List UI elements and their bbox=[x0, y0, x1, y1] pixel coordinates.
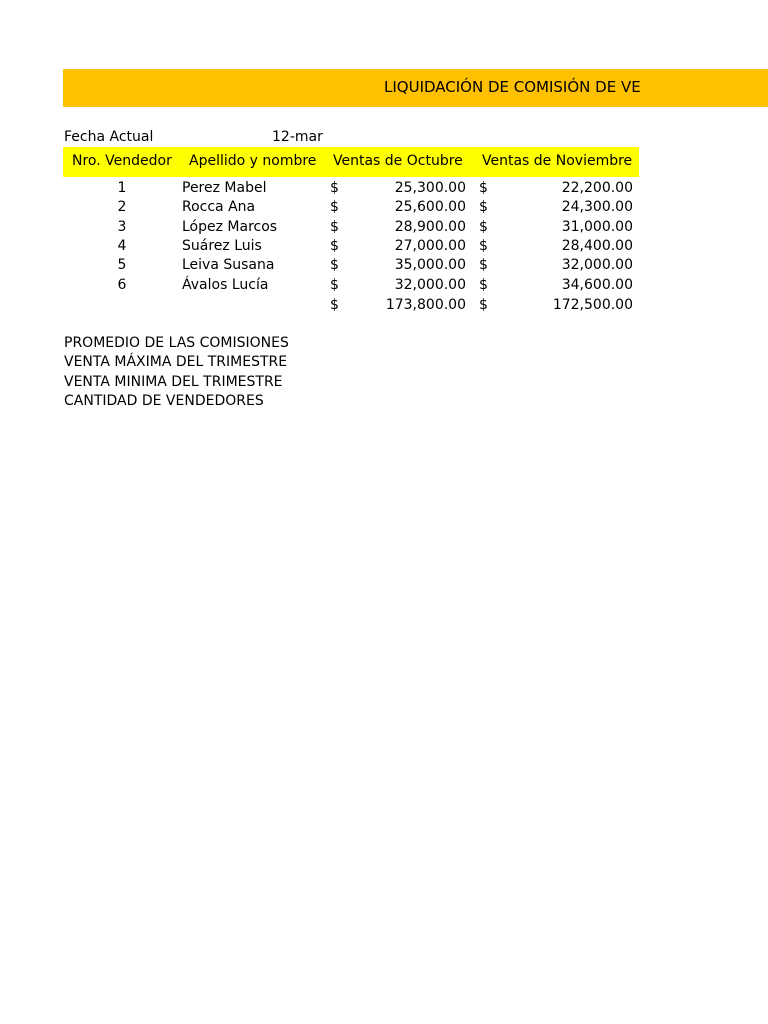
cell-currency: $ bbox=[479, 257, 488, 273]
header-apellido-nombre: Apellido y nombre bbox=[189, 153, 317, 169]
cell-octubre: 28,900.00 bbox=[394, 219, 466, 235]
cell-noviembre: 32,000.00 bbox=[561, 257, 633, 273]
cell-nombre: López Marcos bbox=[182, 219, 278, 235]
cell-noviembre: 31,000.00 bbox=[561, 219, 633, 235]
cell-currency: $ bbox=[330, 199, 339, 215]
sheet-title: LIQUIDACIÓN DE COMISIÓN DE VE bbox=[384, 78, 641, 96]
cell-noviembre: 34,600.00 bbox=[561, 277, 633, 293]
cell-nro: 4 bbox=[117, 238, 127, 254]
cell-currency: $ bbox=[330, 277, 339, 293]
cell-nombre: Suárez Luis bbox=[182, 238, 262, 254]
cell-octubre: 32,000.00 bbox=[394, 277, 466, 293]
cell-octubre: 25,600.00 bbox=[394, 199, 466, 215]
cell-currency: $ bbox=[479, 180, 488, 196]
cell-currency: $ bbox=[479, 219, 488, 235]
cell-currency: $ bbox=[330, 238, 339, 254]
fecha-value: 12-mar bbox=[272, 129, 323, 145]
cell-nombre: Leiva Susana bbox=[182, 257, 275, 273]
cell-nro: 2 bbox=[117, 199, 127, 215]
total-currency: $ bbox=[330, 297, 339, 313]
header-nro-vendedor: Nro. Vendedor bbox=[72, 153, 172, 169]
cell-nro: 3 bbox=[117, 219, 127, 235]
cell-currency: $ bbox=[330, 219, 339, 235]
cell-nombre: Ávalos Lucía bbox=[182, 277, 269, 293]
cell-noviembre: 28,400.00 bbox=[561, 238, 633, 254]
fecha-label: Fecha Actual bbox=[64, 129, 154, 145]
cell-nro: 5 bbox=[117, 257, 127, 273]
cell-noviembre: 24,300.00 bbox=[561, 199, 633, 215]
cell-nombre: Rocca Ana bbox=[182, 199, 256, 215]
cell-octubre: 27,000.00 bbox=[394, 238, 466, 254]
summary-cantidad-vendedores-label: CANTIDAD DE VENDEDORES bbox=[64, 393, 264, 409]
header-ventas-noviembre: Ventas de Noviembre bbox=[482, 153, 633, 169]
cell-currency: $ bbox=[330, 257, 339, 273]
cell-nro: 1 bbox=[117, 180, 127, 196]
total-noviembre: 172,500.00 bbox=[552, 297, 633, 313]
cell-currency: $ bbox=[479, 238, 488, 254]
cell-octubre: 35,000.00 bbox=[394, 257, 466, 273]
cell-currency: $ bbox=[479, 277, 488, 293]
cell-nombre: Perez Mabel bbox=[182, 180, 267, 196]
cell-currency: $ bbox=[479, 199, 488, 215]
cell-octubre: 25,300.00 bbox=[394, 180, 466, 196]
summary-venta-minima-label: VENTA MINIMA DEL TRIMESTRE bbox=[64, 374, 283, 390]
summary-venta-maxima-label: VENTA MÁXIMA DEL TRIMESTRE bbox=[64, 354, 288, 370]
cell-noviembre: 22,200.00 bbox=[561, 180, 633, 196]
total-octubre: 173,800.00 bbox=[385, 297, 466, 313]
header-ventas-octubre: Ventas de Octubre bbox=[333, 153, 463, 169]
total-currency: $ bbox=[479, 297, 488, 313]
cell-nro: 6 bbox=[117, 277, 127, 293]
cell-currency: $ bbox=[330, 180, 339, 196]
summary-promedio-label: PROMEDIO DE LAS COMISIONES bbox=[64, 335, 289, 351]
